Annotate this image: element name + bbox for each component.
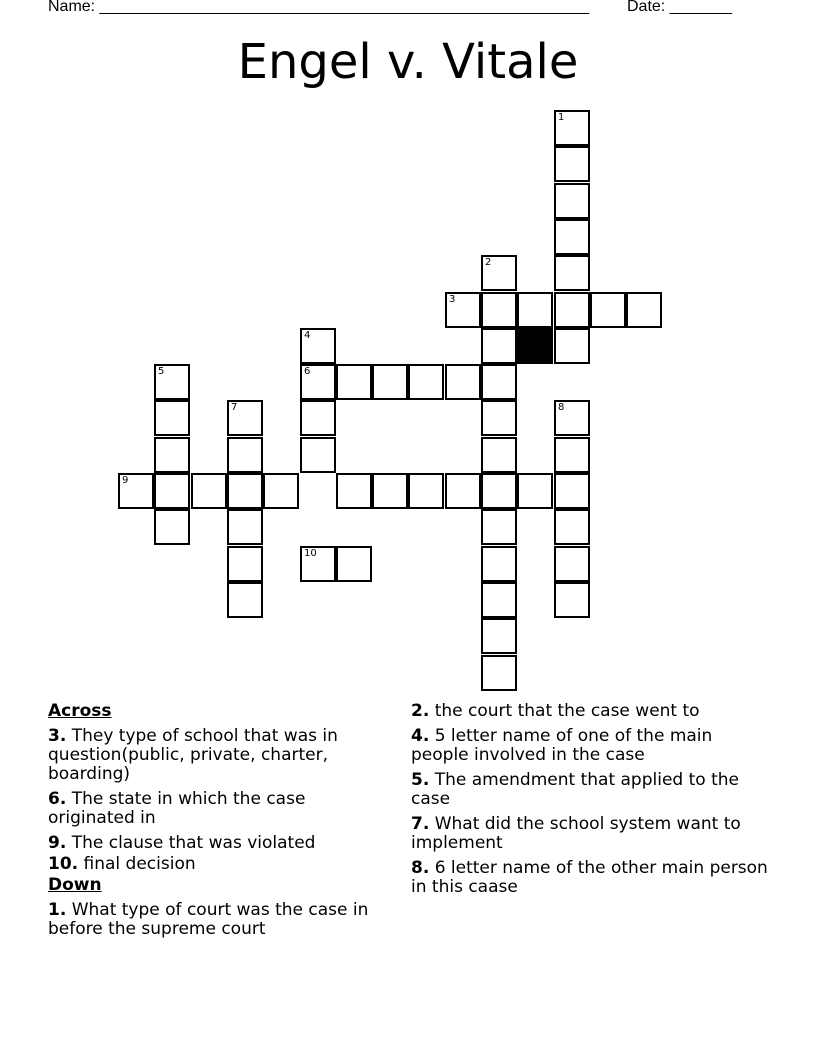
clue-across-3 bbox=[48, 727, 388, 784]
crossword-cell[interactable] bbox=[191, 473, 227, 509]
crossword-cell[interactable] bbox=[481, 364, 517, 400]
crossword-cell[interactable] bbox=[336, 473, 372, 509]
clue-number: 2. bbox=[411, 701, 430, 721]
crossword-cell[interactable] bbox=[626, 292, 662, 328]
crossword-cell[interactable] bbox=[445, 292, 481, 328]
crossword-cell[interactable] bbox=[227, 582, 263, 618]
crossword-cell[interactable] bbox=[300, 437, 336, 473]
crossword-cell[interactable] bbox=[300, 546, 336, 582]
name-field-label: Name: _______________________________________________________ bbox=[48, 0, 589, 15]
clue-number-label: 2 bbox=[485, 257, 492, 268]
clue-number-label: 10 bbox=[304, 548, 317, 559]
clue-across-9 bbox=[48, 834, 388, 853]
clue-number: 3. bbox=[48, 726, 67, 746]
crossword-cell[interactable] bbox=[481, 582, 517, 618]
clue-text: The state in which the case originated in bbox=[48, 789, 306, 828]
clue-text: The amendment that applied to the case bbox=[411, 770, 739, 809]
crossword-cell[interactable] bbox=[227, 546, 263, 582]
crossword-cell[interactable] bbox=[517, 473, 553, 509]
crossword-cell[interactable] bbox=[481, 546, 517, 582]
crossword-cell[interactable] bbox=[227, 400, 263, 436]
clue-text: They type of school that was in question(public, private, charter, boarding) bbox=[48, 726, 338, 784]
clue-number-label: 7 bbox=[231, 402, 238, 413]
crossword-cell[interactable] bbox=[481, 292, 517, 328]
crossword-cell[interactable] bbox=[227, 473, 263, 509]
clues-right-column bbox=[411, 702, 771, 903]
clue-number-label: 9 bbox=[122, 475, 129, 486]
crossword-cell[interactable] bbox=[154, 400, 190, 436]
crossword-cell[interactable] bbox=[481, 437, 517, 473]
crossword-cell[interactable] bbox=[554, 328, 590, 364]
clue-text: 5 letter name of one of the main people involved in the case bbox=[411, 726, 713, 765]
crossword-cell[interactable] bbox=[154, 509, 190, 545]
clue-down-4 bbox=[411, 727, 771, 765]
clue-number: 8. bbox=[411, 858, 430, 878]
crossword-cell[interactable] bbox=[590, 292, 626, 328]
crossword-cell[interactable] bbox=[154, 364, 190, 400]
crossword-cell[interactable] bbox=[554, 110, 590, 146]
clue-text: the court that the case went to bbox=[429, 701, 700, 721]
clue-text: final decision bbox=[78, 854, 196, 874]
clue-number-label: 6 bbox=[304, 366, 311, 377]
clue-number-label: 4 bbox=[304, 330, 311, 341]
crossword-cell[interactable] bbox=[227, 509, 263, 545]
crossword-cell[interactable] bbox=[554, 473, 590, 509]
crossword-cell[interactable] bbox=[481, 328, 517, 364]
clue-down-7 bbox=[411, 815, 771, 853]
down-heading: Down bbox=[48, 875, 102, 895]
crossword-cell[interactable] bbox=[118, 473, 154, 509]
crossword-cell[interactable] bbox=[408, 473, 444, 509]
crossword-cell[interactable] bbox=[554, 546, 590, 582]
crossword-cell[interactable] bbox=[336, 364, 372, 400]
crossword-cell[interactable] bbox=[554, 183, 590, 219]
clue-across-6 bbox=[48, 790, 388, 828]
clue-across-10 bbox=[48, 855, 388, 874]
crossword-cell[interactable] bbox=[336, 546, 372, 582]
clue-number-label: 8 bbox=[558, 402, 565, 413]
clue-number: 4. bbox=[411, 726, 430, 746]
across-heading: Across bbox=[48, 701, 112, 721]
crossword-black-cell bbox=[517, 328, 553, 364]
crossword-cell[interactable] bbox=[517, 292, 553, 328]
clue-down-1 bbox=[48, 901, 388, 939]
page-title: Engel v. Vitale bbox=[237, 34, 579, 90]
crossword-cell[interactable] bbox=[300, 364, 336, 400]
crossword-cell[interactable] bbox=[554, 255, 590, 291]
crossword-cell[interactable] bbox=[408, 364, 444, 400]
crossword-cell[interactable] bbox=[372, 364, 408, 400]
crossword-cell[interactable] bbox=[481, 655, 517, 691]
clue-text: What did the school system want to implement bbox=[411, 814, 741, 853]
crossword-cell[interactable] bbox=[554, 582, 590, 618]
crossword-cell[interactable] bbox=[481, 473, 517, 509]
crossword-cell[interactable] bbox=[263, 473, 299, 509]
clue-number: 1. bbox=[48, 900, 67, 920]
date-field-label: Date: _______ bbox=[627, 0, 732, 15]
clue-number: 9. bbox=[48, 833, 67, 853]
crossword-cell[interactable] bbox=[481, 400, 517, 436]
crossword-cell[interactable] bbox=[445, 364, 481, 400]
clue-number-label: 3 bbox=[449, 294, 456, 305]
clue-text: 6 letter name of the other main person in this caase bbox=[411, 858, 768, 897]
clue-down-8 bbox=[411, 859, 771, 897]
clues-left-column bbox=[48, 702, 388, 945]
clue-number-label: 1 bbox=[558, 112, 565, 123]
crossword-cell[interactable] bbox=[554, 509, 590, 545]
crossword-cell[interactable] bbox=[372, 473, 408, 509]
crossword-cell[interactable] bbox=[481, 618, 517, 654]
clue-down-2 bbox=[411, 702, 771, 721]
crossword-cell[interactable] bbox=[481, 255, 517, 291]
crossword-cell[interactable] bbox=[554, 292, 590, 328]
clue-number: 7. bbox=[411, 814, 430, 834]
crossword-cell[interactable] bbox=[554, 146, 590, 182]
crossword-cell[interactable] bbox=[445, 473, 481, 509]
crossword-cell[interactable] bbox=[300, 328, 336, 364]
clue-text: The clause that was violated bbox=[66, 833, 316, 853]
crossword-cell[interactable] bbox=[554, 219, 590, 255]
clue-number-label: 5 bbox=[158, 366, 165, 377]
clue-number: 5. bbox=[411, 770, 430, 790]
crossword-cell[interactable] bbox=[554, 400, 590, 436]
clue-down-5 bbox=[411, 771, 771, 809]
crossword-cell[interactable] bbox=[300, 400, 336, 436]
crossword-cell[interactable] bbox=[154, 437, 190, 473]
crossword-cell[interactable] bbox=[154, 473, 190, 509]
clue-text: What type of court was the case in before the supreme court bbox=[48, 900, 369, 939]
clue-number: 6. bbox=[48, 789, 67, 809]
clue-number: 10. bbox=[48, 854, 79, 874]
crossword-cell[interactable] bbox=[554, 437, 590, 473]
crossword-cell[interactable] bbox=[481, 509, 517, 545]
crossword-cell[interactable] bbox=[227, 437, 263, 473]
